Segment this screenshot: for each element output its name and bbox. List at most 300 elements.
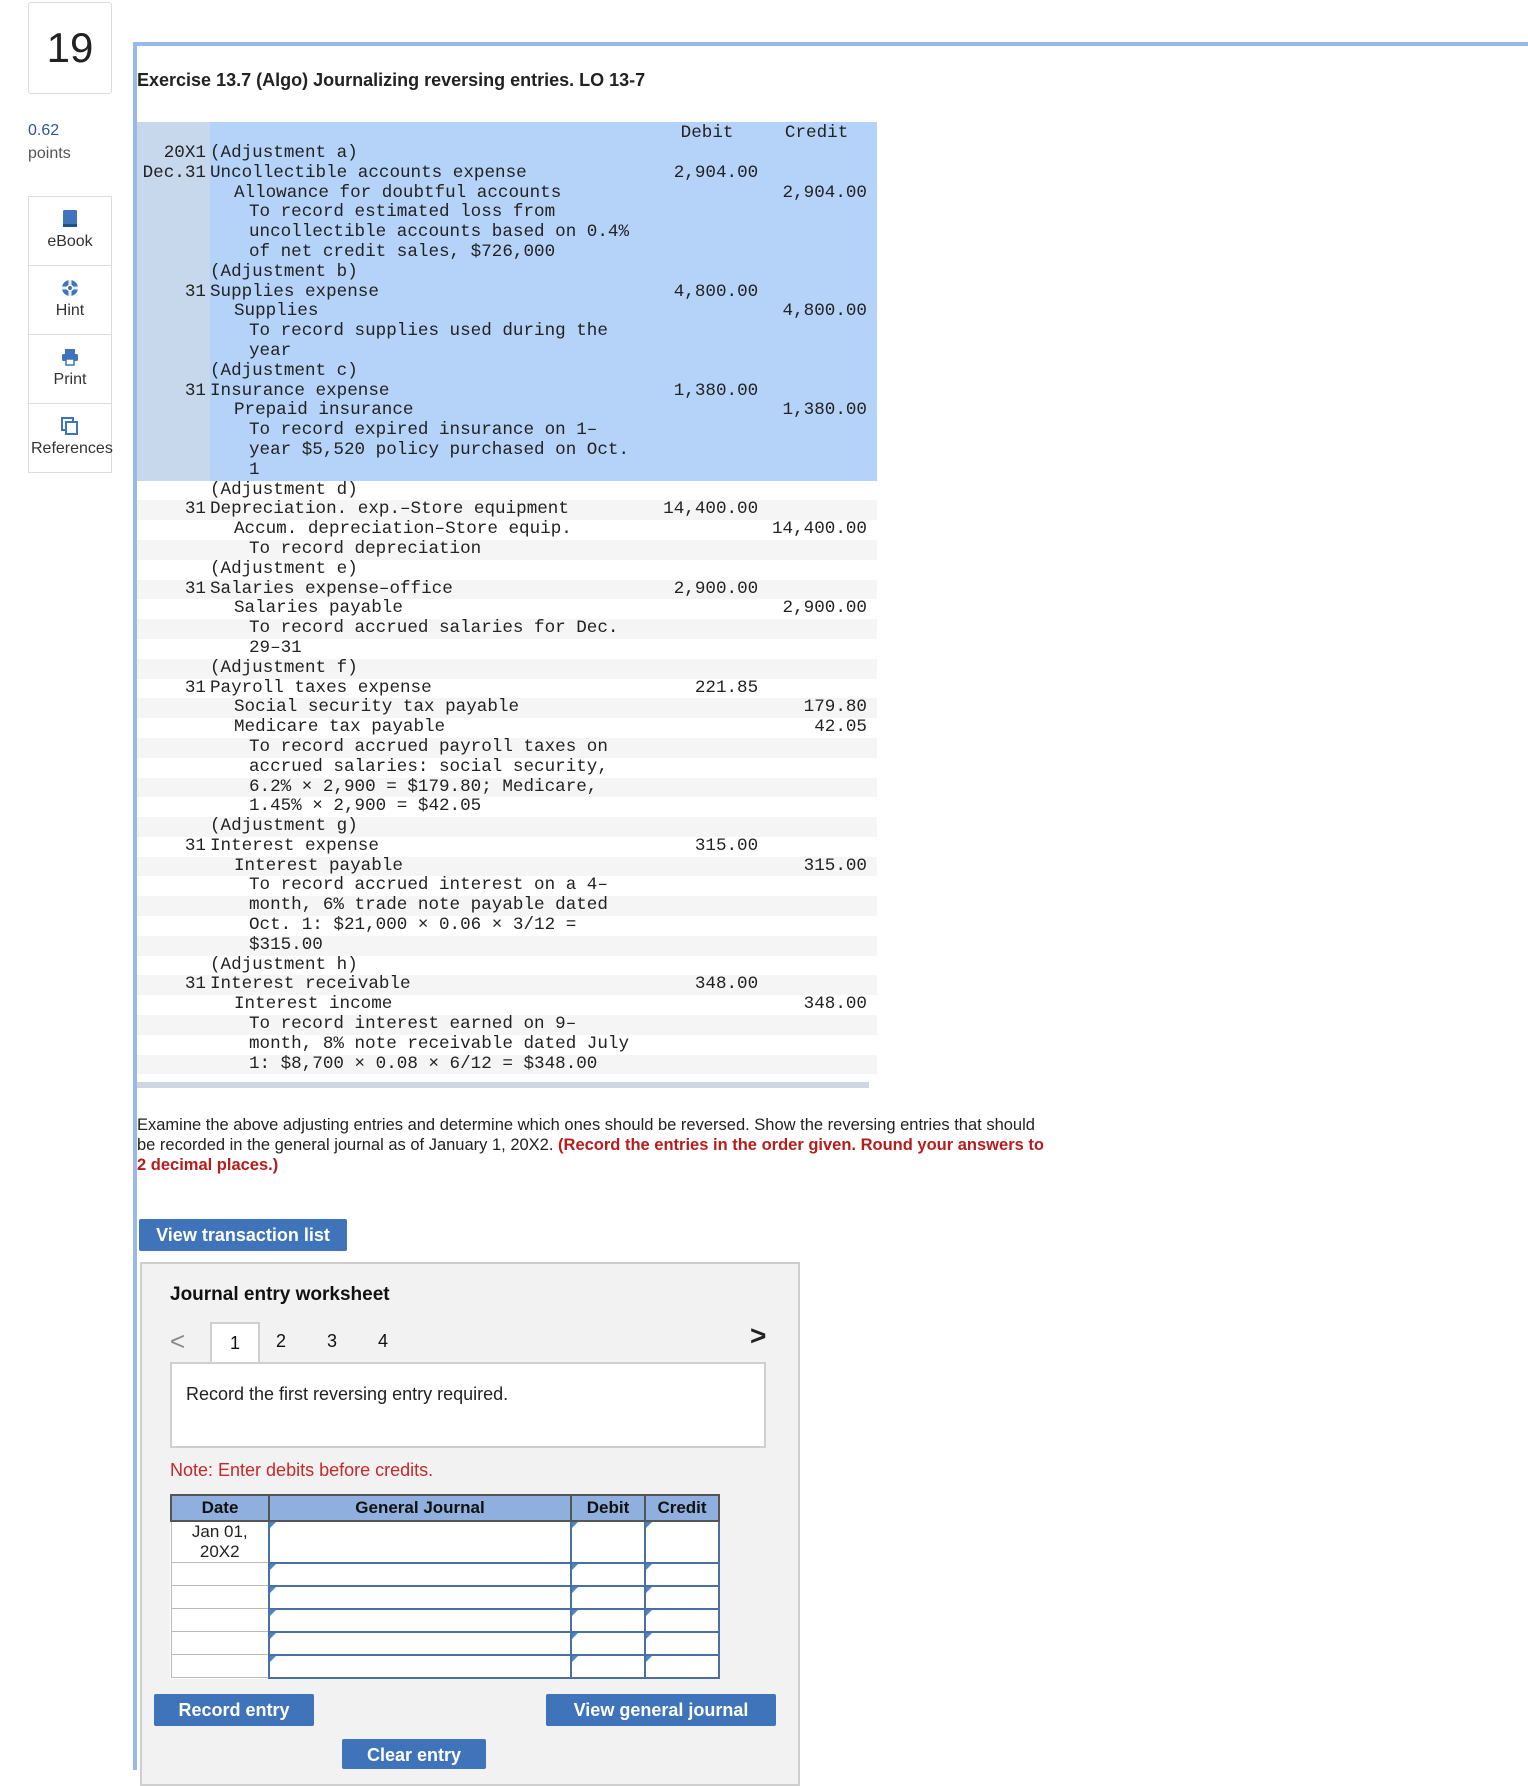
row-description: To record interest earned on 9– [210, 1015, 656, 1035]
row-description: (Adjustment a) [210, 144, 656, 164]
page-4-tab[interactable]: 4 [377, 1331, 388, 1351]
adjustment-row [137, 679, 877, 699]
row-date [137, 995, 210, 1015]
row-date [137, 223, 210, 243]
record-entry-button[interactable]: Record entry [154, 1694, 314, 1726]
row-description: To record estimated loss from [210, 203, 656, 223]
row-date [137, 540, 210, 560]
exercise-title: Exercise 13.7 (Algo) Journalizing reversing entries. LO 13-7 [137, 70, 646, 90]
row-description: of net credit sales, $726,000 [210, 243, 656, 263]
debit-input[interactable] [571, 1586, 645, 1609]
adjustment-row [137, 520, 877, 540]
row-date [137, 659, 210, 679]
adjustment-row [137, 203, 877, 223]
adjustment-row [137, 876, 877, 896]
adjustment-row [137, 283, 877, 303]
row-debit [656, 956, 766, 976]
general-journal-input[interactable] [269, 1586, 571, 1609]
row-date [137, 1055, 210, 1075]
ebook-button[interactable] [29, 197, 111, 266]
row-date [137, 421, 210, 441]
row-debit [656, 698, 766, 718]
row-credit: 179.80 [766, 698, 877, 718]
row-debit [656, 540, 766, 560]
adjustment-row [137, 401, 877, 421]
adjustment-row [137, 322, 877, 342]
adjustment-row [137, 778, 877, 798]
credit-input[interactable] [645, 1586, 719, 1609]
row-debit [656, 342, 766, 362]
row-date [137, 857, 210, 877]
journal-row [171, 1655, 719, 1678]
journal-date-cell [171, 1586, 269, 1609]
row-description: Social security tax payable [210, 698, 656, 718]
adjustment-row [137, 916, 877, 936]
row-credit [766, 738, 877, 758]
row-credit [766, 243, 877, 263]
row-description: (Adjustment d) [209, 479, 358, 500]
adjustment-row [137, 758, 877, 778]
row-credit [766, 461, 877, 481]
row-debit: 1,380.00 [656, 382, 766, 402]
journal-row [171, 1586, 719, 1609]
row-date [137, 738, 210, 758]
row-credit [766, 679, 877, 699]
row-credit [766, 362, 877, 382]
row-date [137, 520, 210, 540]
journal-date-cell [171, 1563, 269, 1586]
journal-row [171, 1521, 719, 1563]
row-credit [766, 1055, 877, 1075]
adjustment-row [137, 619, 877, 639]
journal-row [171, 1563, 719, 1586]
row-debit [656, 203, 766, 223]
adjustment-row [137, 1015, 877, 1035]
row-debit [656, 1055, 766, 1075]
adjustment-row [137, 263, 877, 283]
row-description: 6.2% × 2,900 = $179.80; Medicare, [210, 778, 656, 798]
general-journal-input[interactable] [269, 1655, 571, 1678]
row-debit [656, 876, 766, 896]
credit-column-header: Credit [645, 1495, 719, 1521]
row-debit [656, 441, 766, 461]
row-description: Accum. depreciation–Store equip. [233, 519, 572, 540]
row-credit [766, 421, 877, 441]
adjustment-row [137, 421, 877, 441]
row-date [137, 619, 210, 639]
row-description: 1 [210, 461, 656, 481]
row-debit [656, 1015, 766, 1035]
row-description: Interest expense [209, 835, 379, 856]
row-description: $315.00 [210, 936, 656, 956]
row-date [137, 896, 210, 916]
row-debit [656, 599, 766, 619]
row-debit [656, 481, 766, 501]
row-description: To record depreciation [210, 540, 656, 560]
row-description: Interest receivable [210, 975, 656, 995]
row-description: Medicare tax payable [233, 717, 446, 738]
row-credit: 1,380.00 [766, 401, 877, 421]
page-2-tab[interactable]: 2 [275, 1331, 286, 1351]
row-date [137, 441, 210, 461]
row-description: Salaries payable [233, 598, 403, 619]
row-credit [766, 916, 877, 936]
row-debit [656, 520, 766, 540]
row-credit [766, 876, 877, 896]
row-debit [656, 916, 766, 936]
credit-input[interactable] [645, 1563, 719, 1586]
adjustment-row [137, 580, 877, 600]
row-credit [766, 283, 877, 303]
journal-date-cell [171, 1655, 269, 1678]
row-date [137, 560, 210, 580]
row-date [137, 322, 210, 342]
row-description: month, 8% note receivable dated July [248, 1033, 630, 1054]
row-description: 1.45% × 2,900 = $42.05 [248, 796, 482, 817]
adjustment-row [137, 698, 877, 718]
row-description: To record accrued salaries for Dec. [210, 619, 656, 639]
row-credit [766, 560, 877, 580]
adjustment-row [137, 896, 877, 916]
row-credit [766, 639, 877, 659]
row-date: 31 [137, 283, 210, 303]
view-general-journal-button[interactable]: View general journal [546, 1694, 776, 1726]
date-column-header: Date [171, 1495, 269, 1521]
print-label: Print [53, 371, 87, 388]
row-date: 31 [137, 382, 210, 402]
row-date [137, 184, 210, 204]
general-journal-input[interactable] [269, 1632, 571, 1655]
row-debit [656, 619, 766, 639]
row-credit [766, 580, 877, 600]
row-credit [766, 540, 877, 560]
points-value: 0.62 [28, 122, 60, 139]
row-date [137, 362, 210, 382]
row-credit [766, 659, 877, 679]
adjustment-row [137, 956, 877, 976]
table-divider [137, 1082, 869, 1088]
row-description: Depreciation. exp.–Store equipment [210, 500, 656, 520]
copy-icon [60, 416, 80, 436]
worksheet-title: Journal entry worksheet [170, 1284, 390, 1305]
row-date [137, 639, 210, 659]
row-credit: 4,800.00 [766, 302, 877, 322]
general-journal-input[interactable] [269, 1563, 571, 1586]
clear-entry-button[interactable]: Clear entry [342, 1739, 486, 1769]
row-debit [656, 995, 766, 1015]
credit-header: Credit [766, 122, 877, 144]
row-debit [656, 1035, 766, 1055]
row-date [137, 876, 210, 896]
row-description: Prepaid insurance [210, 401, 656, 421]
row-description: year [210, 342, 656, 362]
adjustment-row [137, 500, 877, 520]
adjustment-row [137, 481, 877, 501]
adjustment-row [137, 936, 877, 956]
debit-input[interactable] [571, 1521, 645, 1563]
credit-input[interactable] [645, 1609, 719, 1632]
adjustment-row [137, 837, 877, 857]
print-button[interactable] [29, 335, 111, 404]
references-label: References [31, 440, 113, 457]
row-credit [766, 936, 877, 956]
adjustment-row [137, 560, 877, 580]
adjustment-row [137, 659, 877, 679]
row-description: 29–31 [248, 637, 302, 658]
adjustment-row [137, 975, 877, 995]
row-credit: 2,904.00 [766, 184, 877, 204]
row-debit [656, 659, 766, 679]
row-debit [656, 857, 766, 877]
instructions [137, 1115, 1057, 1175]
general-journal-column-header: General Journal [269, 1495, 571, 1521]
row-debit [656, 817, 766, 837]
row-debit [656, 184, 766, 204]
adjustment-row [137, 797, 877, 817]
row-debit [656, 639, 766, 659]
adjustment-row [137, 817, 877, 837]
row-credit [766, 956, 877, 976]
row-date [137, 936, 210, 956]
row-debit [656, 461, 766, 481]
row-debit: 4,800.00 [656, 283, 766, 303]
row-date: 31 [184, 835, 206, 856]
row-description: (Adjustment e) [209, 558, 358, 579]
points-label: points [28, 145, 71, 162]
row-debit [656, 322, 766, 342]
row-debit [656, 936, 766, 956]
hint-label: Hint [55, 302, 85, 319]
general-journal-input[interactable] [269, 1609, 571, 1632]
row-credit [766, 837, 877, 857]
row-credit [766, 758, 877, 778]
row-date [137, 778, 210, 798]
row-credit: 14,400.00 [771, 519, 867, 540]
row-date [137, 302, 210, 322]
row-description: To record accrued payroll taxes on [210, 738, 656, 758]
debit-input[interactable] [571, 1655, 645, 1678]
row-date: 31 [184, 677, 206, 698]
row-description: year $5,520 policy purchased on Oct. [210, 441, 656, 461]
row-credit: 315.00 [766, 857, 877, 877]
row-description: Salaries expense–office [210, 580, 656, 600]
row-description: Insurance expense [210, 382, 656, 402]
row-date [137, 916, 210, 936]
row-credit: 42.05 [814, 717, 867, 738]
adjustment-row [137, 382, 877, 402]
row-debit [656, 302, 766, 322]
row-credit [766, 619, 877, 639]
row-description: Supplies expense [210, 283, 656, 303]
adjustment-row [137, 1035, 877, 1055]
row-description: Payroll taxes expense [209, 677, 432, 698]
row-credit: 348.00 [803, 994, 867, 1015]
debit-input[interactable] [571, 1609, 645, 1632]
row-date: Dec.31 [137, 164, 210, 184]
row-date: 31 [137, 500, 210, 520]
row-date [137, 203, 210, 223]
row-date [137, 718, 210, 738]
instructions-emphasis: (Record the entries in the order given. Round your answers to 2 decimal places.) [137, 1136, 1044, 1174]
row-date [137, 1015, 210, 1035]
credit-input[interactable] [645, 1632, 719, 1655]
journal-row [171, 1632, 719, 1655]
worksheet-pager [170, 1320, 770, 1364]
journal-date-cell [171, 1632, 269, 1655]
row-date [137, 817, 210, 837]
row-debit [656, 144, 766, 164]
tool-sidebar [28, 196, 112, 473]
row-description: accrued salaries: social security, [248, 756, 608, 777]
debit-header: Debit [656, 122, 766, 144]
row-description: (Adjustment h) [209, 954, 358, 975]
row-debit: 315.00 [694, 835, 759, 856]
row-date [137, 1035, 210, 1055]
debit-input[interactable] [571, 1563, 645, 1586]
row-debit [656, 738, 766, 758]
row-date [137, 342, 210, 362]
row-description: To record supplies used during the [210, 322, 656, 342]
ebook-label: eBook [47, 233, 93, 250]
row-description: month, 6% trade note payable dated [210, 896, 656, 916]
journal-date-cell [171, 1609, 269, 1632]
journal-row [171, 1609, 719, 1632]
row-debit [656, 778, 766, 798]
row-credit [766, 342, 877, 362]
printer-icon [60, 347, 80, 367]
adjustment-row [137, 342, 877, 362]
adjustment-row [137, 1055, 877, 1075]
adjustment-row [137, 362, 877, 382]
adjusting-entries-table [137, 122, 877, 1074]
instructions-text: Examine the above adjusting entries and determine which ones should be reversed. Show the reversing entries that should be recorded in the general journal as of January 1, 20X2. [137, 1116, 1035, 1154]
question-number: 19 [28, 2, 112, 94]
row-debit [656, 223, 766, 243]
row-credit [766, 896, 877, 916]
worksheet-message-box [170, 1362, 766, 1448]
row-debit [656, 896, 766, 916]
row-credit [766, 441, 877, 461]
row-credit [766, 817, 877, 837]
credit-input[interactable] [645, 1521, 719, 1563]
row-date [137, 698, 210, 718]
row-description: Interest income [233, 994, 393, 1015]
row-credit [766, 164, 877, 184]
row-debit [656, 718, 766, 738]
row-date [137, 481, 210, 501]
adjustment-row [137, 144, 877, 164]
row-credit [766, 203, 877, 223]
adjustment-row [137, 461, 877, 481]
general-journal-input[interactable] [269, 1521, 571, 1563]
book-icon [60, 209, 80, 229]
row-description: uncollectible accounts based on 0.4% [210, 223, 656, 243]
lifebuoy-icon [60, 278, 80, 298]
row-description: (Adjustment f) [210, 659, 656, 679]
adjustment-row [137, 738, 877, 758]
adjustment-row [137, 184, 877, 204]
debit-column-header: Debit [571, 1495, 645, 1521]
row-debit: 2,900.00 [656, 580, 766, 600]
row-credit [766, 797, 877, 817]
debit-input[interactable] [571, 1632, 645, 1655]
journal-date-cell: Jan 01, 20X2 [171, 1521, 269, 1563]
row-description: Uncollectible accounts expense [210, 164, 656, 184]
page-3-tab[interactable]: 3 [326, 1331, 337, 1351]
row-date [137, 956, 210, 976]
adjustment-row [137, 639, 877, 659]
row-debit: 221.85 [694, 677, 759, 698]
journal-entry-table [170, 1494, 720, 1679]
row-credit [766, 481, 877, 501]
hint-button[interactable] [29, 266, 111, 335]
row-credit [766, 322, 877, 342]
row-date [137, 758, 210, 778]
row-description: Allowance for doubtful accounts [210, 184, 656, 204]
row-credit [766, 382, 877, 402]
row-description: (Adjustment g) [210, 817, 656, 837]
row-credit: 2,900.00 [782, 598, 867, 619]
row-credit [766, 1035, 877, 1055]
journal-entry-worksheet [140, 1262, 800, 1786]
references-button[interactable] [29, 404, 111, 472]
row-description: (Adjustment c) [210, 362, 656, 382]
adjustment-row [137, 995, 877, 1015]
adjustment-row [137, 540, 877, 560]
row-description: Supplies [210, 302, 656, 322]
adjustment-row [137, 243, 877, 263]
worksheet-note: Note: Enter debits before credits. [170, 1460, 434, 1480]
row-credit [766, 144, 877, 164]
row-debit [656, 560, 766, 580]
row-date [137, 263, 210, 283]
adjustment-row [137, 302, 877, 322]
prev-arrow-icon[interactable]: < [170, 1326, 186, 1356]
adjustment-row [137, 599, 877, 619]
row-credit [766, 223, 877, 243]
row-debit [656, 401, 766, 421]
row-date: 20X1 [137, 144, 210, 164]
row-description: (Adjustment b) [210, 263, 656, 283]
row-date [137, 797, 210, 817]
row-debit: 2,904.00 [656, 164, 766, 184]
credit-input[interactable] [645, 1655, 719, 1678]
row-debit [656, 421, 766, 441]
adjustment-row [137, 718, 877, 738]
next-arrow-icon[interactable]: > [750, 1320, 767, 1351]
adjustment-row [137, 164, 877, 184]
row-debit [656, 243, 766, 263]
row-debit [656, 263, 766, 283]
row-debit [656, 797, 766, 817]
row-credit [766, 500, 877, 520]
row-description: To record accrued interest on a 4– [248, 875, 608, 896]
view-transaction-list-button[interactable]: View transaction list [139, 1219, 347, 1251]
page-1-tab[interactable]: 1 [210, 1322, 260, 1364]
row-debit: 14,400.00 [656, 500, 766, 520]
row-credit [766, 263, 877, 283]
row-date: 31 [137, 580, 210, 600]
row-debit: 348.00 [656, 975, 766, 995]
row-date: 31 [137, 975, 210, 995]
row-date [137, 243, 210, 263]
row-credit [766, 975, 877, 995]
row-date [137, 401, 210, 421]
row-date [137, 599, 210, 619]
row-description: 1: $8,700 × 0.08 × 6/12 = $348.00 [210, 1055, 656, 1075]
row-debit [656, 758, 766, 778]
row-credit [766, 778, 877, 798]
